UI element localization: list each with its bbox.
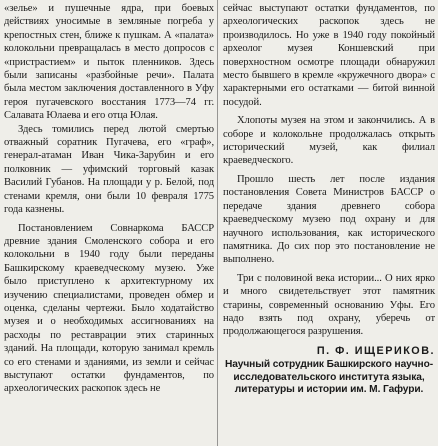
left-paragraph-1: «зелье» и пушечные ядра, при боевых действиях уносимые в земляные погреба у крепостных стен, ближе к пушкам. А «палата» колокольни превращалась в место допросов с «пристрастием» и пыток пленников. Здесь были записаны «разбойные речи». Палата была местом заключения доставленного в Уфу героя пугачевского восстания 1773—74 гг. Салавата Юлаева и его отца Юлая. <box>4 3 214 122</box>
left-column <box>4 2 214 396</box>
author-description: Научный сотрудник Башкирского научно-исследовательского института языка, литературы и истории им. М. Гафури. <box>224 359 434 396</box>
column-divider <box>217 0 218 446</box>
right-paragraph-1: сейчас выступают остатки фундаментов, по археологических раскопок здесь не производилось. Но уже в 1940 году покойный археолог музея Коншевский при поверхностном осмотре площади обнаружил место бывшего в кремле «кружечного двора» с характерными его остатками — битой винной посудой. <box>223 3 435 108</box>
right-column <box>223 2 435 397</box>
right-paragraph-2: Хлопоты музея на этом и закончились. А в соборе и колокольне продолжалась открыть исторический музей, как филиал краеведческого. <box>223 115 435 167</box>
left-paragraph-3: Постановлением Совнаркома БАССР древние здания Смоленского собора и его колокольни в 1940 году были переданы Башкирскому краеведческому музею. Уже было приступлено к архитектурному их изучению специалистами, проведен обмер и оценка, сделаны чертежи. Было ходатайство музея и о необходимых ассигнованиях на расходы по реставрации этих старинных зданий. На площади, которую занимал кремль со его стенами и зданиями, из земли и сейчас выступают остатки фундаментов, по археологических раскопок здесь не <box>4 222 214 395</box>
author-signature: П. Ф. ИЩЕРИКОВ. <box>316 344 435 357</box>
left-paragraph-2: Здесь томились перед лютой смертью отважный соратник Пугачева, его «граф», генерал-атаман Иван Чика-Зарубин и его полковник — уфимский торговый казак Василий Губанов. На площади у р. Белой, под стенами кремля, они были 10 февраля 1775 года казнены. <box>4 123 214 216</box>
right-paragraph-4: Три с половиной века истории... О них ярко и много свидетельствует этот памятник старины, современный основанию Уфы. Его надо взять под охрану, уберечь от продолжающегося разрушения. <box>223 272 435 338</box>
right-paragraph-3: Прошло шесть лет после издания постановления Совета Министров БАССР о передаче здания древнего собора краеведческому музею под охрану и для научного использования, как исторического памятника. До сих пор это постановление не выполнено. <box>223 173 435 266</box>
